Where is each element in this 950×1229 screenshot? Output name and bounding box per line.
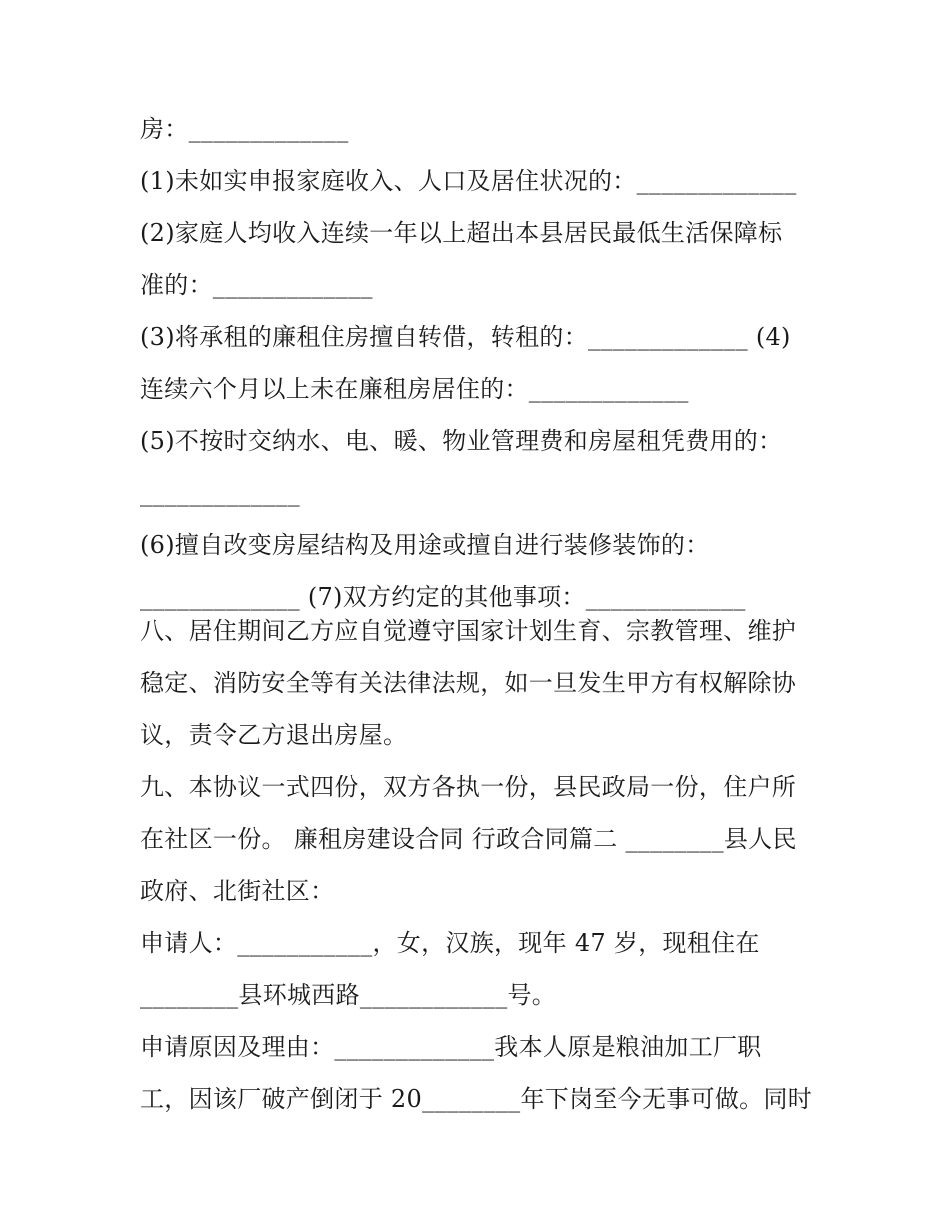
text-line-14: 九、本协议一式四份，双方各执一份，县民政局一份，住户所 [140, 773, 797, 801]
text-line-4: 准的：_____________ [140, 271, 373, 299]
text-line-7: (5)不按时交纳水、电、暖、物业管理费和房屋租凭费用的： [140, 427, 783, 455]
text-line-5: (3)将承租的廉租住房擅自转借，转租的：_____________ (4) [140, 323, 791, 351]
text-line-16: 政府、北街社区： [140, 877, 335, 905]
text-line-18: ________县环城西路____________号。 [140, 981, 557, 1009]
text-line-6: 连续六个月以上未在廉租房居住的：_____________ [140, 375, 689, 403]
text-line-11: 八、居住期间乙方应自觉遵守国家计划生育、宗教管理、维护 [140, 617, 797, 645]
text-line-9: (6)擅自改变房屋结构及用途或擅自进行装修装饰的： [140, 531, 710, 559]
text-line-1: 房：_____________ [140, 115, 349, 143]
text-line-2: (1)未如实申报家庭收入、人口及居住状况的：_____________ [140, 167, 797, 195]
text-line-3: (2)家庭人均收入连续一年以上超出本县居民最低生活保障标 [140, 219, 783, 247]
text-line-10: _____________ (7)双方约定的其他事项：_____________ [140, 583, 746, 611]
text-line-12: 稳定、消防安全等有关法律法规，如一旦发生甲方有权解除协 [140, 669, 797, 697]
text-line-8: _____________ [140, 479, 300, 507]
text-line-13: 议，责令乙方退出房屋。 [140, 721, 408, 749]
text-line-15: 在社区一份。 廉租房建设合同 行政合同篇二 ________县人民 [140, 825, 797, 853]
text-line-17: 申请人：___________，女，汉族，现年 47 岁，现租住在 [140, 929, 760, 957]
text-line-19: 申请原因及理由：_____________我本人原是粮油加工厂职 [140, 1033, 762, 1061]
text-line-20: 工，因该厂破产倒闭于 20________年下岗至今无事可做。同时 [140, 1085, 813, 1113]
